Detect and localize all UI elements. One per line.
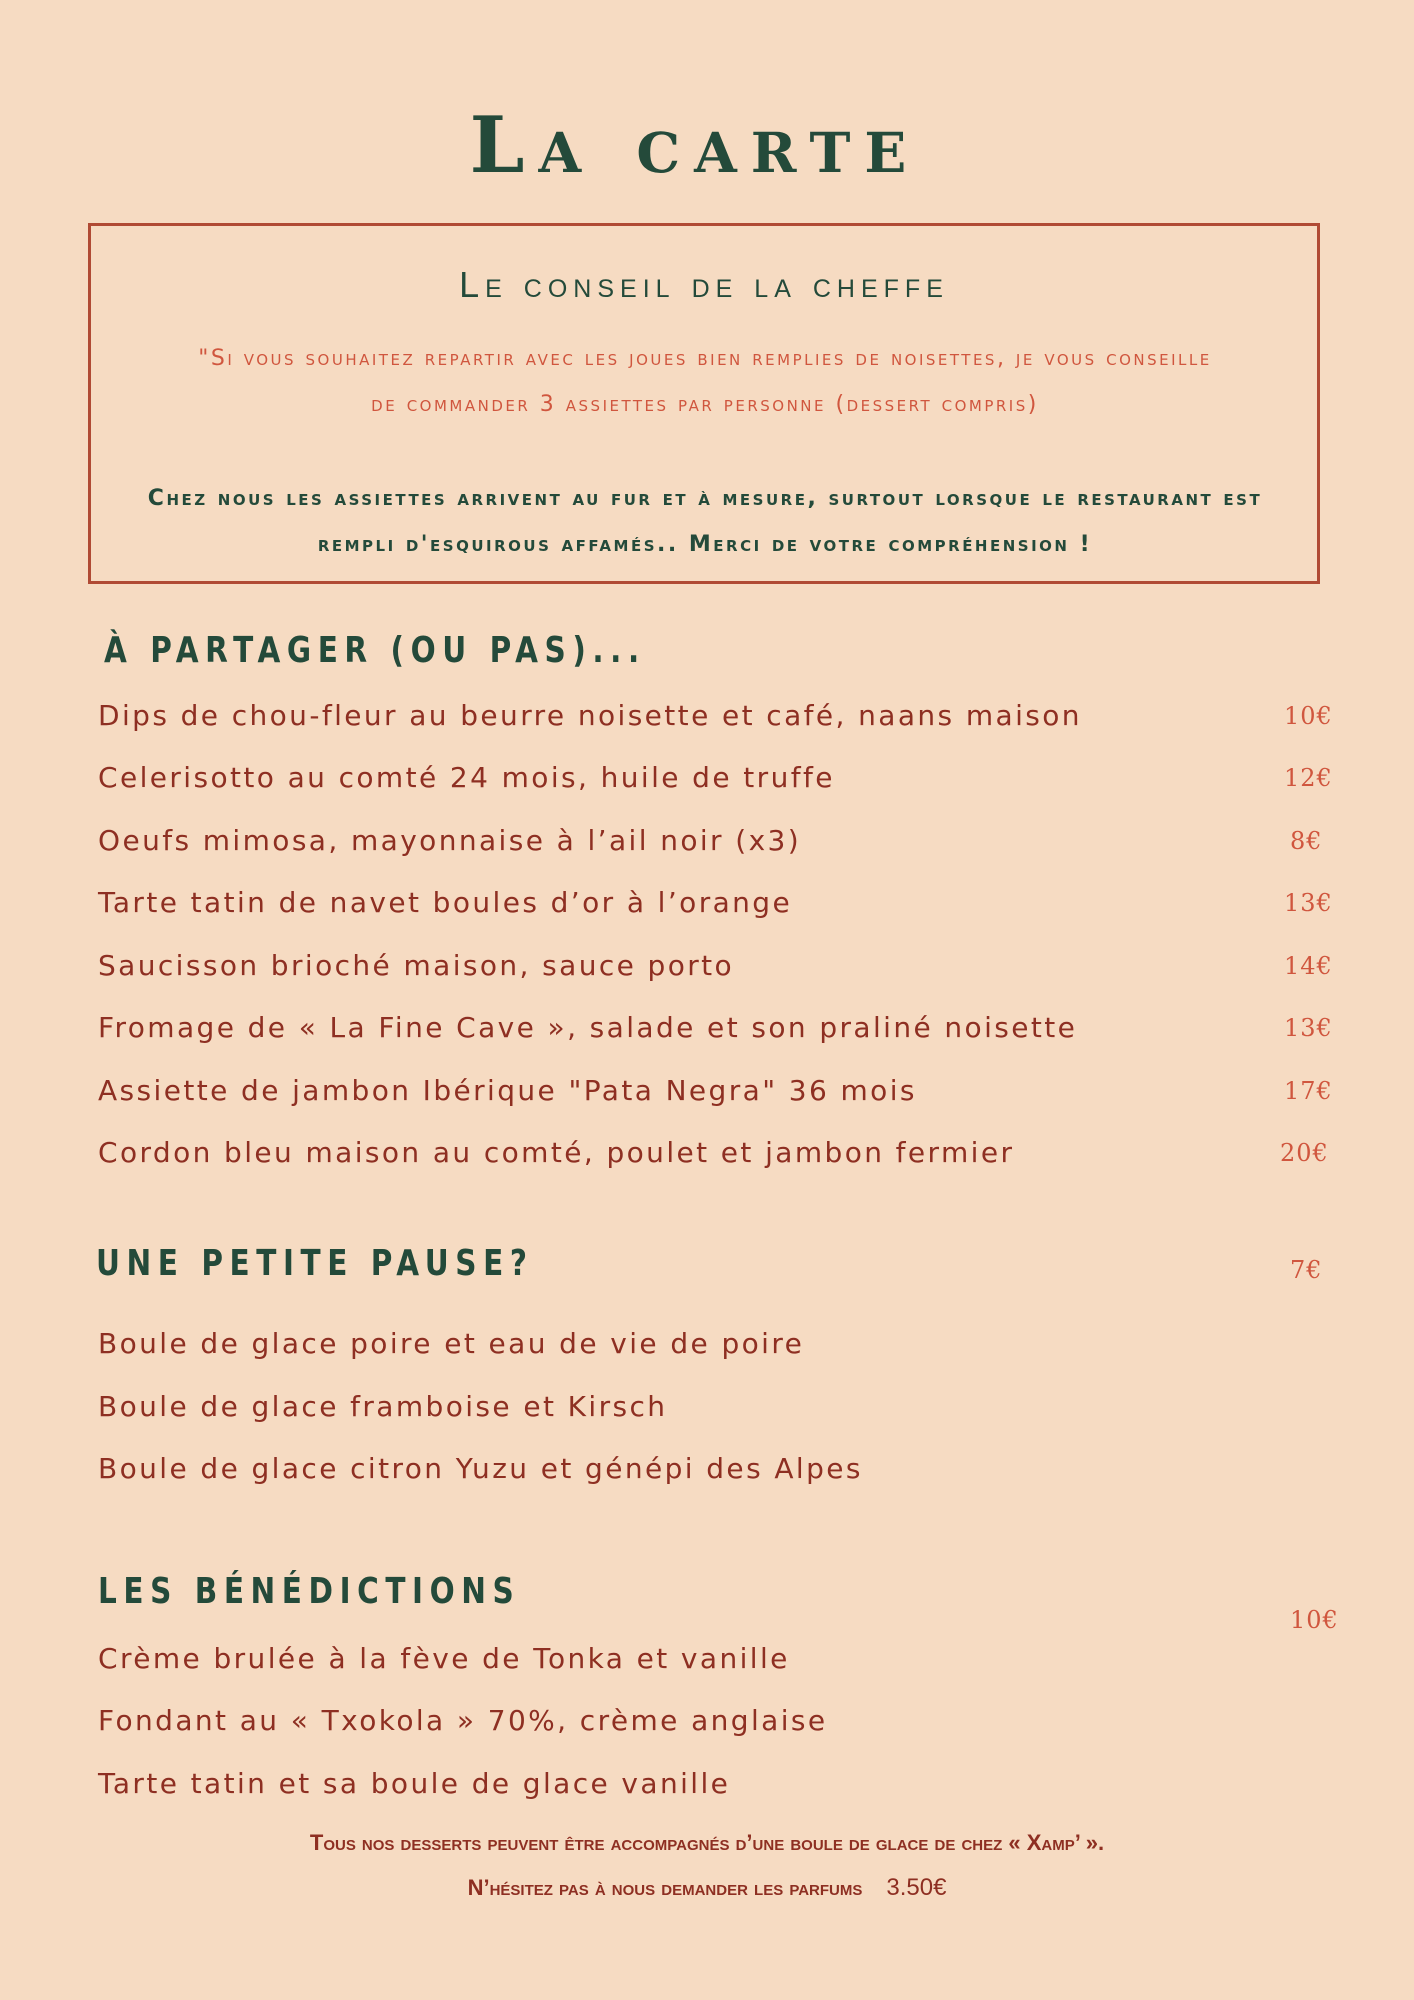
menu-item: Fondant au « Txokola » 70%, crème anglaise <box>98 1704 828 1737</box>
menu-item-price: 20€ <box>1280 1139 1329 1167</box>
menu-item: Saucisson brioché maison, sauce porto <box>98 949 735 982</box>
menu-item: Boule de glace framboise et Kirsch <box>98 1390 668 1423</box>
section-title-share: À PARTAGER (OU PAS)... <box>104 630 646 671</box>
menu-item: Boule de glace poire et eau de vie de poire <box>98 1327 805 1360</box>
menu-item: Crème brulée à la fève de Tonka et vanille <box>98 1642 790 1675</box>
menu-item: Tarte tatin de navet boules d’or à l’orange <box>98 886 793 919</box>
menu-item-price: 10€ <box>1284 702 1333 730</box>
menu-item: Cordon bleu maison au comté, poulet et jambon fermier <box>98 1136 1015 1169</box>
menu-item-price: 17€ <box>1284 1077 1333 1105</box>
menu-item: Assiette de jambon Ibérique "Pata Negra" 36 mois <box>98 1074 917 1107</box>
chef-advice-quote-line: "Si vous souhaitez repartir avec les joues bien remplies de noisettes, je vous conseille <box>198 346 1212 371</box>
menu-item: Oeufs mimosa, mayonnaise à l’ail noir (x3) <box>98 824 802 857</box>
menu-item: Celerisotto au comté 24 mois, huile de truffe <box>98 761 835 794</box>
chef-advice-note <box>111 476 1299 568</box>
section-title-pause: UNE PETITE PAUSE? <box>96 1243 534 1284</box>
chef-advice-quote <box>111 336 1299 428</box>
chef-advice-box <box>88 223 1320 584</box>
footer-note-2 <box>0 1874 1414 1902</box>
menu-item-price: 14€ <box>1284 952 1333 980</box>
menu-item: Boule de glace citron Yuzu et génépi des Alpes <box>98 1452 863 1485</box>
section-price-benedictions: 10€ <box>1290 1606 1339 1634</box>
menu-item-price: 13€ <box>1284 889 1333 917</box>
section-title-benedictions: LES BÉNÉDICTIONS <box>98 1571 521 1612</box>
footer-note: Tous nos desserts peuvent être accompagnés d’une boule de glace de chez « Xamp’ ». <box>309 1830 1105 1855</box>
footer-price: 3.50€ <box>886 1874 947 1901</box>
menu-item-price: 13€ <box>1284 1014 1333 1042</box>
menu-item-price: 8€ <box>1290 827 1323 855</box>
page-title: La carte <box>469 100 921 191</box>
menu-item: Dips de chou-fleur au beurre noisette et café, naans maison <box>98 699 1082 732</box>
menu-item: Fromage de « La Fine Cave », salade et son praliné noisette <box>98 1011 1078 1044</box>
footer-note-text: N’hésitez pas à nous demander les parfums <box>467 1875 863 1900</box>
chef-advice-title: Le conseil de la cheffe <box>459 264 949 305</box>
menu-item: Tarte tatin et sa boule de glace vanille <box>98 1767 731 1800</box>
chef-advice-note-line: Chez nous les assiettes arrivent au fur et à mesure, surtout lorsque le restaurant est <box>147 486 1263 511</box>
section-price-pause: 7€ <box>1290 1256 1323 1284</box>
chef-advice-note-line: rempli d'esquirous affamés.. Merci de votre compréhension ! <box>317 532 1093 557</box>
menu-item-price: 12€ <box>1284 764 1333 792</box>
chef-advice-quote-line: de commander 3 assiettes par personne (dessert compris) <box>371 392 1039 417</box>
